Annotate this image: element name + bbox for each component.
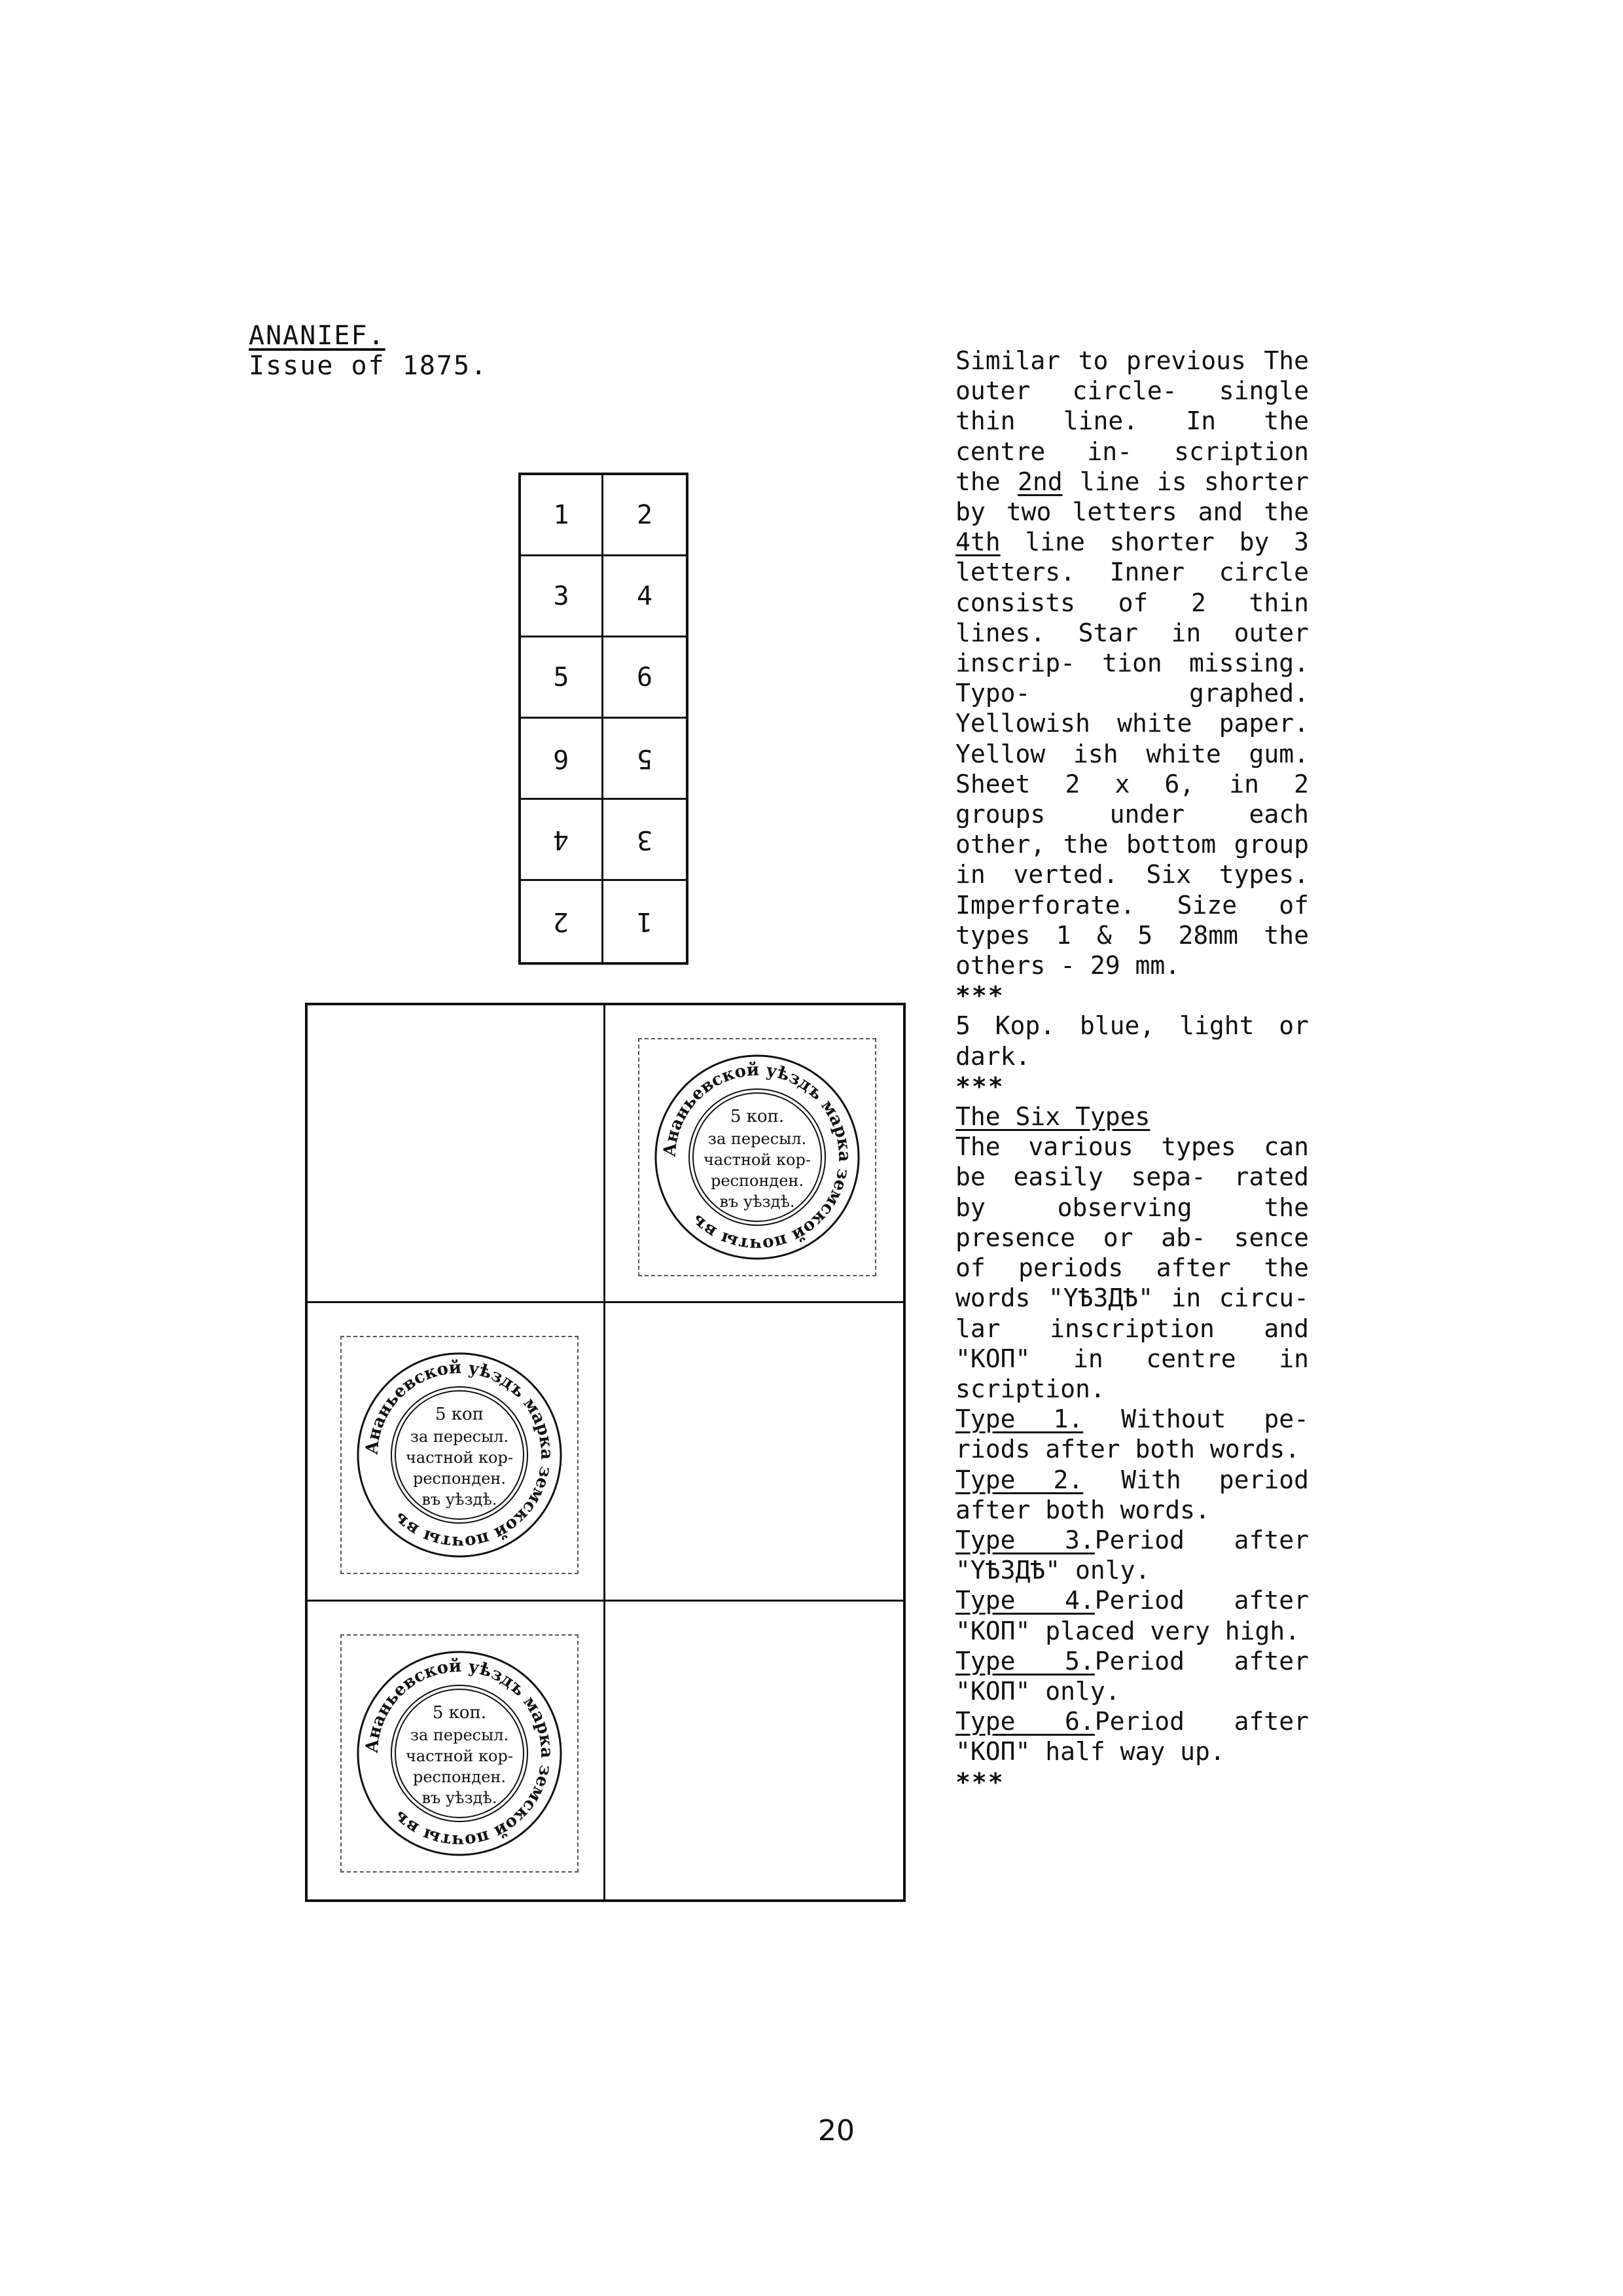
stamp-image bbox=[340, 1336, 579, 1574]
svg-text:респонден.: респонден. bbox=[710, 1172, 804, 1190]
types-intro: The various types can be easily sepa- rated by observing the presence or ab- sence of periods after the words "YѢЗДѢ" in circu- lar inscription and "KOП" in centre in scription. bbox=[955, 1132, 1309, 1403]
sheet-position-number: 2 bbox=[553, 906, 569, 937]
type-5: Type 5.Period after "KOП" only. bbox=[955, 1646, 1309, 1706]
description-column bbox=[955, 346, 1309, 1797]
stamp-box-empty bbox=[605, 1602, 903, 1899]
stamp-image bbox=[638, 1038, 876, 1276]
stamp-box-empty bbox=[605, 1303, 903, 1601]
sheet-position-number: 2 bbox=[636, 499, 653, 530]
sheet-position-number: 5 bbox=[636, 743, 653, 774]
type-1: Type 1. Without pe- riods after both words. bbox=[955, 1405, 1309, 1464]
svg-text:въ уѣздѣ.: въ уѣздѣ. bbox=[421, 1788, 497, 1807]
sheet-layout-diagram bbox=[518, 473, 688, 965]
svg-text:Ананьевской уѣздъ марка земско: Ананьевской уѣздъ марка земской почты въ bbox=[362, 1358, 557, 1552]
stamp-box-empty bbox=[308, 1005, 605, 1303]
svg-text:респонден.: респонден. bbox=[412, 1767, 507, 1786]
description-paragraph: Similar to previous The outer circle- single thin line. In the centre in- scription the 2nd line is shorter by two letters and the 4th line shorter by 3 letters. Inner circle consists of 2 thin lines. Star in outer inscrip- tion missing. Typo- graphed. Yellowish white paper. Yellow ish white gum. Sheet 2 x 6, in 2 groups under each other, the bottom group in verted. Six types. Imperforate. Size of types 1 & 5 28mm the others - 29 mm. bbox=[955, 346, 1310, 980]
heading-title: ANANIEF. bbox=[249, 321, 385, 351]
stamp-seal-drawing bbox=[342, 1636, 577, 1871]
svg-text:Ананьевской уѣздъ марка земско: Ананьевской уѣздъ марка земской почты въ bbox=[660, 1060, 855, 1255]
sheet-position-cell bbox=[521, 881, 603, 962]
svg-text:въ уѣздѣ.: въ уѣздѣ. bbox=[719, 1193, 795, 1211]
separator-stars: *** bbox=[955, 981, 1005, 1011]
sheet-position-cell bbox=[521, 475, 603, 556]
sheet-position-number: 4 bbox=[553, 824, 569, 855]
stamp-box bbox=[308, 1602, 605, 1899]
svg-text:за пересыл.: за пересыл. bbox=[707, 1130, 807, 1148]
svg-text:за пересыл.: за пересыл. bbox=[410, 1725, 509, 1744]
type-2: Type 2. With period after both words. bbox=[955, 1465, 1309, 1524]
page-heading bbox=[249, 321, 488, 381]
sheet-position-number: 5 bbox=[553, 662, 569, 692]
stamp-image bbox=[340, 1634, 579, 1873]
sheet-position-cell bbox=[603, 475, 686, 556]
sheet-position-cell bbox=[603, 556, 686, 637]
svg-text:Ананьевской уѣздъ марка земско: Ананьевской уѣздъ марка земской почты въ bbox=[362, 1656, 557, 1850]
sheet-position-cell bbox=[603, 881, 686, 962]
page-number: 20 bbox=[818, 2114, 855, 2147]
svg-text:въ уѣздѣ.: въ уѣздѣ. bbox=[421, 1490, 497, 1509]
svg-text:за пересыл.: за пересыл. bbox=[410, 1427, 509, 1446]
color-paragraph: 5 Kop. blue, light or dark. bbox=[955, 1011, 1309, 1071]
sheet-position-number: 1 bbox=[553, 499, 569, 530]
svg-text:частной кор-: частной кор- bbox=[704, 1151, 811, 1169]
sheet-position-cell bbox=[521, 637, 603, 719]
stamp-seal-drawing bbox=[342, 1337, 577, 1573]
stamp-box bbox=[308, 1303, 605, 1601]
sheet-position-cell bbox=[521, 800, 603, 881]
types-subheading: The Six Types bbox=[955, 1102, 1150, 1132]
stamp-illustrations-grid bbox=[305, 1003, 906, 1902]
sheet-position-number: 1 bbox=[636, 906, 653, 937]
sheet-position-cell bbox=[603, 719, 686, 800]
stamp-seal-drawing bbox=[639, 1039, 875, 1275]
sheet-position-cell bbox=[603, 800, 686, 881]
sheet-position-number: 3 bbox=[553, 581, 569, 611]
svg-text:частной кор-: частной кор- bbox=[406, 1448, 513, 1467]
sheet-position-number: 3 bbox=[636, 824, 653, 855]
sheet-position-number: 6 bbox=[553, 743, 569, 774]
svg-text:5 коп: 5 коп bbox=[435, 1405, 484, 1425]
separator-stars: *** bbox=[955, 1071, 1005, 1101]
heading-issue: Issue of 1875. bbox=[249, 351, 488, 381]
type-4: Type 4.Period after "KOП" placed very high. bbox=[955, 1586, 1309, 1645]
sheet-position-cell bbox=[521, 719, 603, 800]
sheet-position-cell bbox=[521, 556, 603, 637]
svg-text:5 коп.: 5 коп. bbox=[730, 1107, 785, 1126]
sheet-position-number: 6 bbox=[636, 662, 653, 692]
sheet-position-cell bbox=[603, 637, 686, 719]
separator-stars: *** bbox=[955, 1767, 1005, 1797]
stamp-box bbox=[605, 1005, 903, 1303]
sheet-position-number: 4 bbox=[636, 581, 653, 611]
type-6: Type 6.Period after "KOП" half way up. bbox=[955, 1707, 1309, 1767]
svg-text:5 коп.: 5 коп. bbox=[432, 1702, 487, 1723]
svg-text:респонден.: респонден. bbox=[412, 1469, 507, 1488]
type-3: Type 3.Period after "YѢЗДѢ" only. bbox=[955, 1525, 1309, 1585]
svg-text:частной кор-: частной кор- bbox=[406, 1746, 513, 1765]
